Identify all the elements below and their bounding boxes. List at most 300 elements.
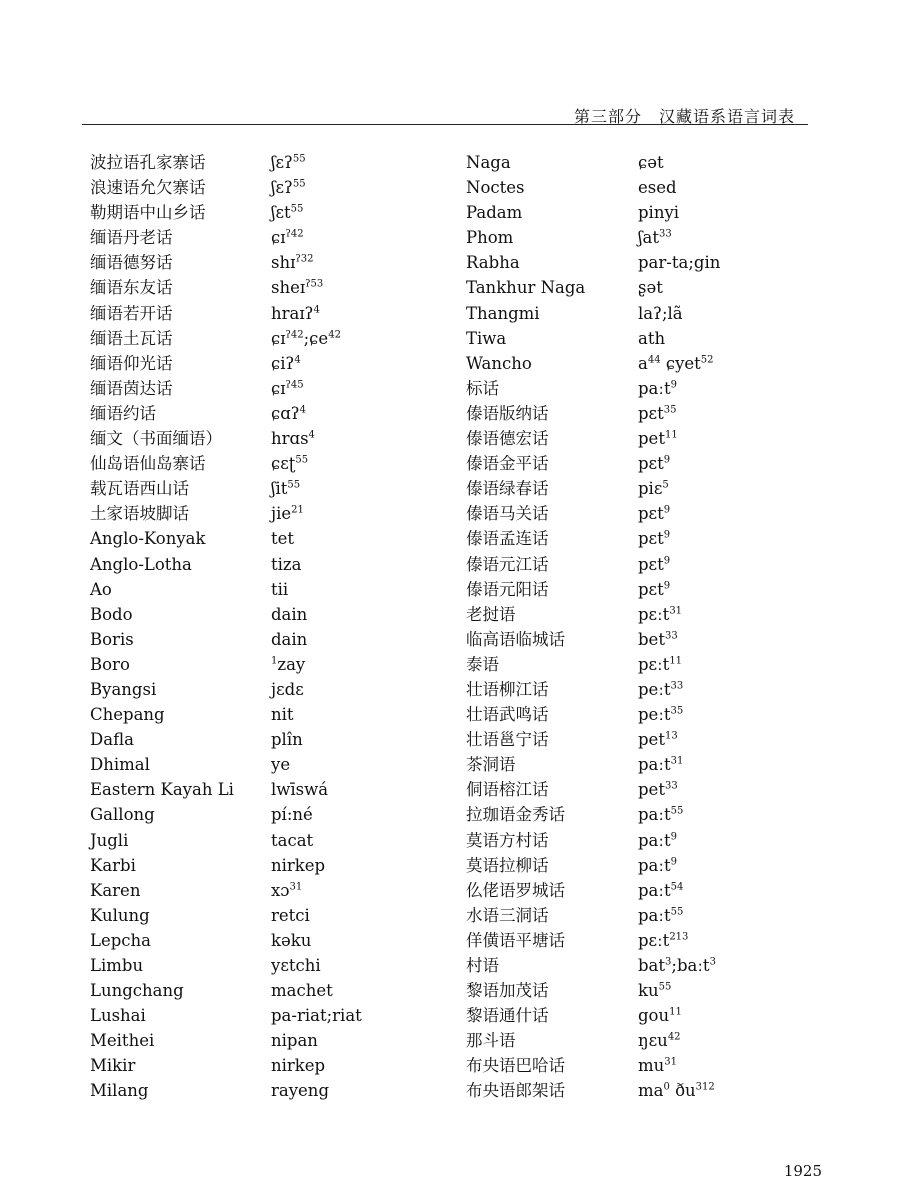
language-name: 土家语坡脚话 — [90, 504, 189, 524]
word-entry-row — [90, 250, 450, 275]
language-name: 缅语德努话 — [90, 253, 173, 273]
form-text: pí:né — [271, 805, 313, 825]
language-name: 载瓦语西山话 — [90, 479, 189, 499]
running-header: 第三部分 汉藏语系语言词表 — [573, 107, 795, 126]
form-text: pɛt — [638, 554, 664, 574]
language-name: 老挝语 — [466, 604, 516, 624]
word-form — [638, 376, 677, 401]
right-column — [466, 150, 806, 1104]
tone-mark: 31 — [664, 1056, 678, 1068]
form-text-alt: ɕyet — [660, 353, 701, 373]
word-form — [271, 702, 294, 727]
left-column — [90, 150, 450, 1104]
word-entry-row — [466, 878, 806, 903]
language-name: 仫佬语罗城话 — [466, 880, 565, 900]
language-name: 傣语孟连话 — [466, 529, 549, 549]
tone-mark: ʔ53 — [305, 278, 324, 290]
word-form — [271, 150, 306, 175]
tone-mark: 9 — [663, 555, 671, 566]
tone-mark: 33 — [670, 680, 684, 692]
form-text: bat — [638, 956, 666, 975]
language-name: Gallong — [90, 805, 155, 825]
word-entry-row — [90, 853, 450, 878]
word-form — [271, 652, 305, 677]
word-form — [638, 978, 671, 1003]
tone-mark: 33 — [664, 780, 678, 792]
language-name: Karen — [90, 880, 141, 900]
word-form — [638, 451, 670, 476]
word-entry-row — [466, 677, 806, 702]
language-name: Kulung — [90, 905, 150, 925]
language-name: 傣语马关话 — [466, 504, 549, 524]
language-name: Dafla — [90, 730, 134, 750]
word-entry-row — [466, 702, 806, 727]
form-text: par-ta;gin — [638, 253, 721, 273]
word-form — [271, 401, 306, 426]
word-entry-row — [466, 225, 806, 250]
word-entry-row — [466, 376, 806, 401]
word-form — [271, 275, 323, 300]
word-form — [271, 677, 304, 702]
form-text: esed — [638, 178, 677, 198]
word-entry-row — [466, 853, 806, 878]
word-entry-row — [466, 802, 806, 827]
word-entry-row — [466, 752, 806, 777]
word-form — [271, 752, 290, 777]
language-name: Wancho — [466, 353, 532, 373]
language-name: 傣语版纳话 — [466, 403, 549, 423]
form-text: ɕət — [638, 153, 664, 172]
tone-mark: ʔ45 — [285, 379, 304, 391]
form-text: nit — [271, 705, 294, 725]
word-entry-row — [90, 602, 450, 627]
language-name: Lushai — [90, 1006, 146, 1026]
page-number: 1925 — [783, 1162, 822, 1180]
language-name: 壮语邕宁话 — [466, 730, 549, 750]
word-entry-row — [90, 476, 450, 501]
tone-mark: 11 — [664, 429, 678, 441]
form-text: jɛdɛ — [271, 679, 304, 699]
word-entry-row — [90, 401, 450, 426]
tone-mark: 55 — [670, 906, 684, 918]
word-form — [638, 652, 682, 677]
language-name: 那斗语 — [466, 1031, 516, 1051]
language-name: Phom — [466, 228, 514, 248]
form-text: laʔ;lã — [638, 303, 683, 323]
word-entry-row — [90, 200, 450, 225]
word-entry-row — [90, 702, 450, 727]
language-name: 壮语柳江话 — [466, 679, 549, 699]
form-text: pɛt — [638, 504, 664, 524]
word-entry-row — [90, 878, 450, 903]
language-name: 黎语通什话 — [466, 1006, 549, 1026]
tone-mark: 4 — [313, 304, 320, 316]
form-text: shɪ — [271, 253, 296, 273]
tone-mark: 9 — [663, 504, 671, 516]
language-name: 布央语巴哈话 — [466, 1056, 565, 1076]
word-form — [271, 250, 313, 275]
word-entry-row — [466, 577, 806, 602]
form-text: kəku — [271, 930, 312, 950]
form-text: ɕɪ — [271, 378, 286, 398]
word-entry-row — [90, 577, 450, 602]
form-text: a — [638, 353, 648, 373]
word-form — [638, 175, 677, 200]
form-text: ku — [638, 981, 659, 1001]
language-name: Byangsi — [90, 679, 157, 699]
form-text: ɕɪ — [271, 328, 286, 348]
form-text: paːt — [638, 855, 671, 875]
language-name: 缅语土瓦话 — [90, 328, 173, 348]
form-text: ɕɛʈ — [271, 454, 296, 474]
form-text: sheɪ — [271, 278, 306, 298]
tone-mark: 9 — [670, 379, 677, 391]
language-name: 缅语东友话 — [90, 278, 173, 298]
word-entry-row — [466, 602, 806, 627]
word-entry-row — [90, 903, 450, 928]
form-text: pet — [638, 730, 665, 750]
word-form — [638, 1078, 715, 1103]
form-text: paːt — [638, 905, 671, 925]
form-text: paːt — [638, 830, 671, 850]
form-text: paːt — [638, 755, 671, 775]
language-name: 黎语加茂话 — [466, 981, 549, 1001]
word-entry-row — [466, 526, 806, 551]
form-text: paːt — [638, 880, 671, 900]
form-text: jie — [271, 504, 292, 524]
word-form — [271, 828, 313, 853]
word-form — [638, 351, 714, 376]
tone-mark: 31 — [289, 881, 303, 893]
word-form — [638, 426, 678, 451]
language-name: 壮语武鸣话 — [466, 705, 549, 725]
word-form — [638, 401, 676, 426]
language-name: Tankhur Naga — [466, 278, 586, 298]
word-entry-row — [90, 526, 450, 551]
word-form — [271, 552, 301, 577]
word-entry-row — [466, 326, 806, 351]
language-name: 侗语榕江话 — [466, 780, 549, 800]
tone-mark-alt: 3 — [709, 956, 716, 968]
form-text: plîn — [271, 730, 303, 750]
form-text: pɛt — [638, 454, 664, 474]
tone-mark: 0 — [663, 1081, 670, 1093]
word-form — [271, 978, 333, 1003]
form-text-alt: ðu — [669, 1081, 696, 1101]
word-form — [271, 1028, 318, 1053]
tone-mark: 55 — [292, 153, 306, 165]
word-form — [638, 828, 677, 853]
form-text: ʃit — [271, 479, 288, 499]
form-text: pɛt — [638, 579, 664, 599]
word-entry-row — [466, 301, 806, 326]
form-text: ʃat — [638, 228, 659, 248]
word-form — [271, 451, 308, 476]
form-text: nirkep — [271, 1056, 326, 1076]
word-form — [271, 326, 341, 351]
form-text: tii — [271, 579, 289, 599]
form-text: pɛːt — [638, 604, 670, 624]
form-text: ma — [638, 1081, 664, 1101]
tone-mark-alt: 312 — [695, 1081, 715, 1093]
language-name: 莫语方村话 — [466, 830, 549, 850]
word-entry-row — [90, 275, 450, 300]
form-text: pet — [638, 429, 665, 449]
word-form — [638, 928, 688, 953]
word-entry-row — [90, 552, 450, 577]
form-text: peːt — [638, 679, 671, 699]
language-name: Padam — [466, 203, 523, 223]
word-entry-row — [466, 401, 806, 426]
language-name: 缅语约话 — [90, 403, 156, 423]
language-name: Dhimal — [90, 755, 150, 775]
tone-mark: 44 — [647, 354, 661, 366]
tone-mark: 4 — [294, 354, 301, 366]
word-form — [271, 903, 310, 928]
word-entry-row — [90, 777, 450, 802]
form-text: ʃɛʔ — [271, 178, 293, 198]
tone-mark: 5 — [662, 479, 669, 491]
tone-mark: 11 — [669, 1006, 682, 1018]
language-name: Jugli — [90, 830, 129, 850]
tone-mark: 54 — [670, 881, 684, 893]
language-name: 傣语元江话 — [466, 554, 549, 574]
word-entry-row — [90, 326, 450, 351]
word-entry-row — [466, 1028, 806, 1053]
word-entry-row — [90, 351, 450, 376]
word-entry-row — [90, 1003, 450, 1028]
language-name: Naga — [466, 153, 511, 172]
tone-mark: ʔ42 — [285, 228, 304, 240]
word-entry-row — [90, 150, 450, 175]
word-form — [638, 1028, 681, 1053]
tone-mark: 11 — [669, 655, 683, 667]
tone-mark: 13 — [664, 730, 678, 742]
language-name: 莫语拉柳话 — [466, 855, 549, 875]
word-entry-row — [466, 928, 806, 953]
language-name: 布央语郎架话 — [466, 1081, 565, 1101]
language-name: Limbu — [90, 956, 144, 975]
language-name: 傣语绿春话 — [466, 479, 549, 499]
tone-mark: 55 — [295, 454, 309, 466]
word-form — [271, 627, 307, 652]
language-name: 仙岛语仙岛寨话 — [90, 454, 206, 474]
language-name: Lepcha — [90, 930, 151, 950]
form-text: lwīswá — [271, 780, 329, 800]
form-text: ʃɛʔ — [271, 153, 293, 172]
word-entry-row — [466, 250, 806, 275]
word-form — [271, 1053, 325, 1078]
word-form — [638, 476, 669, 501]
tone-mark: 9 — [663, 580, 671, 592]
word-entry-row — [90, 1078, 450, 1103]
tone-mark: 33 — [658, 228, 672, 240]
form-text: xɔ — [271, 880, 290, 900]
tone-mark: 55 — [290, 203, 304, 215]
form-text: nirkep — [271, 855, 326, 875]
tone-mark: 35 — [663, 404, 677, 416]
word-form — [638, 953, 716, 978]
language-name: 临高语临城话 — [466, 629, 565, 649]
word-entry-row — [466, 275, 806, 300]
word-form — [638, 552, 670, 577]
tone-mark-alt: 42 — [328, 329, 341, 341]
word-entry-row — [466, 476, 806, 501]
word-form — [638, 903, 683, 928]
form-text: paːt — [638, 378, 671, 398]
tone-mark: 213 — [669, 931, 689, 943]
word-form — [271, 953, 321, 978]
word-entry-row — [466, 351, 806, 376]
word-entry-row — [90, 727, 450, 752]
form-text-alt: ;baːt — [671, 956, 710, 975]
word-form — [271, 426, 315, 451]
tone-mark: 35 — [670, 705, 684, 717]
language-name: 缅语若开话 — [90, 303, 173, 323]
form-text: pet — [638, 780, 665, 800]
language-name: 缅语茵达话 — [90, 378, 173, 398]
language-name: Milang — [90, 1081, 149, 1101]
tone-mark: 3 — [665, 956, 672, 968]
tone-mark: 33 — [664, 630, 678, 642]
tone-mark: ʔ42 — [285, 329, 304, 341]
form-text: tiza — [271, 554, 302, 574]
form-text: ye — [271, 755, 291, 775]
word-form — [271, 225, 304, 250]
tone-mark: 31 — [669, 605, 683, 617]
word-form — [271, 602, 307, 627]
word-entry-row — [466, 200, 806, 225]
language-name: 傣语德宏话 — [466, 429, 549, 449]
language-name: Anglo-Konyak — [90, 529, 206, 549]
tone-mark: 9 — [670, 831, 677, 843]
word-entry-row — [466, 828, 806, 853]
form-text: hraɪʔ — [271, 303, 314, 323]
word-form — [271, 200, 303, 225]
form-text: ɕɑʔ — [271, 403, 300, 423]
word-entry-row — [90, 225, 450, 250]
word-entry-row — [90, 451, 450, 476]
word-form — [271, 802, 313, 827]
word-form — [271, 476, 300, 501]
word-entry-row — [90, 802, 450, 827]
language-name: 拉珈语金秀话 — [466, 805, 565, 825]
language-name: 缅文（书面缅语） — [90, 429, 222, 449]
word-entry-row — [90, 1028, 450, 1053]
tone-prefix: 1 — [271, 655, 278, 667]
tone-mark: ʔ32 — [295, 253, 314, 265]
word-entry-row — [90, 953, 450, 978]
form-text: tet — [271, 529, 295, 549]
form-text: pɛːt — [638, 930, 670, 950]
language-name: Boris — [90, 629, 134, 649]
word-form — [271, 577, 288, 602]
word-form — [638, 602, 682, 627]
form-text: dain — [271, 604, 308, 624]
language-name: Eastern Kayah Li — [90, 780, 234, 800]
language-name: 缅语丹老话 — [90, 228, 173, 248]
word-entry-row — [90, 928, 450, 953]
word-form — [271, 777, 328, 802]
word-form — [638, 501, 670, 526]
language-name: Bodo — [90, 604, 133, 624]
form-text: ŋɛu — [638, 1031, 668, 1051]
word-form — [638, 225, 672, 250]
word-entry-row — [466, 903, 806, 928]
word-form — [638, 1003, 682, 1028]
language-name: 标话 — [466, 378, 499, 398]
form-text: piɛ — [638, 479, 663, 499]
tone-mark: 4 — [308, 429, 315, 441]
word-form — [638, 853, 677, 878]
word-form — [638, 577, 670, 602]
word-form — [638, 802, 683, 827]
word-form — [271, 853, 325, 878]
form-text: pa-riat;riat — [271, 1006, 362, 1026]
word-entry-row — [90, 501, 450, 526]
word-form — [638, 301, 683, 326]
form-text: nipan — [271, 1031, 318, 1051]
word-form — [271, 501, 304, 526]
form-text: rayeng — [271, 1081, 329, 1101]
language-name: 村语 — [466, 956, 499, 975]
language-name: Meithei — [90, 1031, 155, 1051]
form-text: gou — [638, 1006, 670, 1026]
language-name: Thangmi — [466, 303, 540, 323]
language-name: 浪速语允欠寨话 — [90, 178, 206, 198]
form-text: hrɑs — [271, 429, 309, 449]
tone-mark: 55 — [670, 805, 684, 817]
word-form — [638, 627, 678, 652]
word-form — [638, 250, 720, 275]
word-entry-row — [466, 652, 806, 677]
word-entry-row — [466, 777, 806, 802]
tone-mark-alt: 52 — [700, 354, 714, 366]
tone-mark: 55 — [292, 178, 306, 190]
word-form — [271, 175, 306, 200]
language-name: Anglo-Lotha — [90, 554, 192, 574]
word-entry-row — [90, 978, 450, 1003]
word-form — [271, 351, 301, 376]
form-text: ʂət — [638, 278, 663, 298]
language-name: 泰语 — [466, 654, 499, 674]
form-text: mu — [638, 1056, 665, 1076]
form-text: paːt — [638, 805, 671, 825]
tone-mark: 42 — [667, 1031, 681, 1043]
language-name: 勒期语中山乡话 — [90, 203, 206, 223]
form-text: pɛt — [638, 529, 664, 549]
form-text: ɕɪ — [271, 228, 286, 248]
word-entry-row — [90, 627, 450, 652]
word-entry-row — [466, 501, 806, 526]
language-name: Mikir — [90, 1056, 136, 1076]
word-form — [271, 727, 303, 752]
word-form — [638, 777, 678, 802]
tone-mark: 9 — [670, 856, 677, 868]
word-form — [638, 326, 665, 351]
language-name: 傣语元阳话 — [466, 579, 549, 599]
form-text: tacat — [271, 830, 314, 850]
language-name: 缅语仰光话 — [90, 353, 173, 373]
form-text: pɛt — [638, 403, 664, 423]
language-name: 波拉语孔家寨话 — [90, 153, 206, 172]
word-entry-row — [466, 426, 806, 451]
language-name: Boro — [90, 654, 130, 674]
word-form — [638, 702, 683, 727]
word-entry-row — [90, 652, 450, 677]
language-name: Lungchang — [90, 981, 184, 1001]
word-entry-row — [466, 1003, 806, 1028]
